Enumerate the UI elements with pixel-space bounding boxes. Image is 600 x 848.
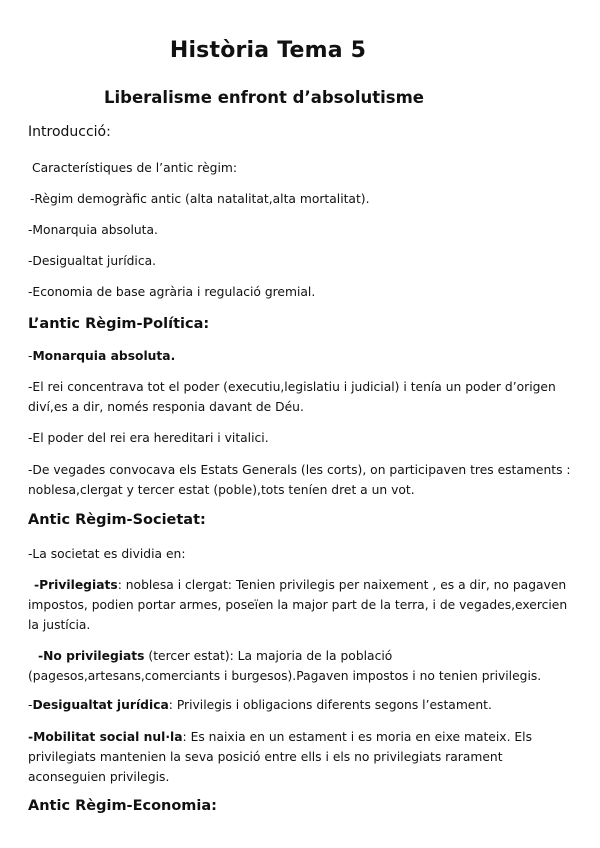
desigualtat-label: Desigualtat jurídica [32, 698, 169, 712]
desigualtat-text: : Privilegis i obligacions diferents segons l’estament. [168, 698, 492, 712]
page-title: Història Tema 5 [169, 38, 367, 63]
no-privilegiats-paragraph [28, 646, 576, 686]
dash: - [28, 349, 33, 363]
characteristic-item: -Desigualtat jurídica. [28, 254, 157, 268]
politica-subheading [28, 346, 576, 366]
section-heading-societat: Antic Règim-Societat: [28, 512, 206, 528]
politica-paragraph: -El poder del rei era hereditari i vitalici. [28, 431, 269, 445]
characteristic-item: -Economia de base agrària i regulació gremial. [28, 285, 316, 299]
intro-heading: Introducció: [28, 124, 111, 140]
societat-intro: -La societat es dividia en: [28, 547, 186, 561]
privilegiats-text: : noblesa i clergat: Tenien privilegis per naixement , es a dir, no pagaven impostos, podien portar armes, poseïen la major part de la terra, i de vegades,exercien la justícia. [28, 578, 568, 632]
section-heading-economia: Antic Règim-Economia: [28, 798, 217, 814]
desigualtat-paragraph [28, 695, 576, 715]
privilegiats-label: -Privilegiats [34, 578, 118, 592]
characteristic-item: -Règim demogràfic antic (alta natalitat,alta mortalitat). [30, 192, 370, 206]
mobilitat-paragraph [28, 727, 576, 787]
section-heading-politica: L’antic Règim-Política: [28, 316, 210, 332]
characteristics-heading: Característiques de l’antic règim: [32, 161, 237, 175]
no-privilegiats-label: -No privilegiats [38, 649, 145, 663]
dash: - [28, 698, 33, 712]
mobilitat-text: : Es naixia en un estament i es moria en eixe mateix. Els privilegiats mantenien la seva posició entre ells i els no privilegiats rarament aconseguien privilegis. [28, 730, 532, 784]
characteristic-item: -Monarquia absoluta. [28, 223, 158, 237]
no-privilegiats-text: (tercer estat): La majoria de la població (pagesos,artesans,comerciants i burgesos).Pagaven impostos i no tenien privilegis. [28, 649, 542, 683]
politica-paragraph: -De vegades convocava els Estats Generals (les corts), on participaven tres estaments : noblesa,clergat y tercer estat (poble),tots teníen dret a un vot. [28, 463, 571, 497]
page-subtitle: Liberalisme enfront d’absolutisme [103, 88, 424, 107]
mobilitat-label: -Mobilitat social nul·la [28, 730, 183, 744]
politica-paragraph: -El rei concentrava tot el poder (executiu,legislatiu i judicial) i tenía un poder d’origen diví,es a dir, només responia davant de Déu. [28, 380, 556, 414]
monarquia-label: Monarquia absoluta. [32, 349, 176, 363]
privilegiats-paragraph [28, 575, 576, 635]
